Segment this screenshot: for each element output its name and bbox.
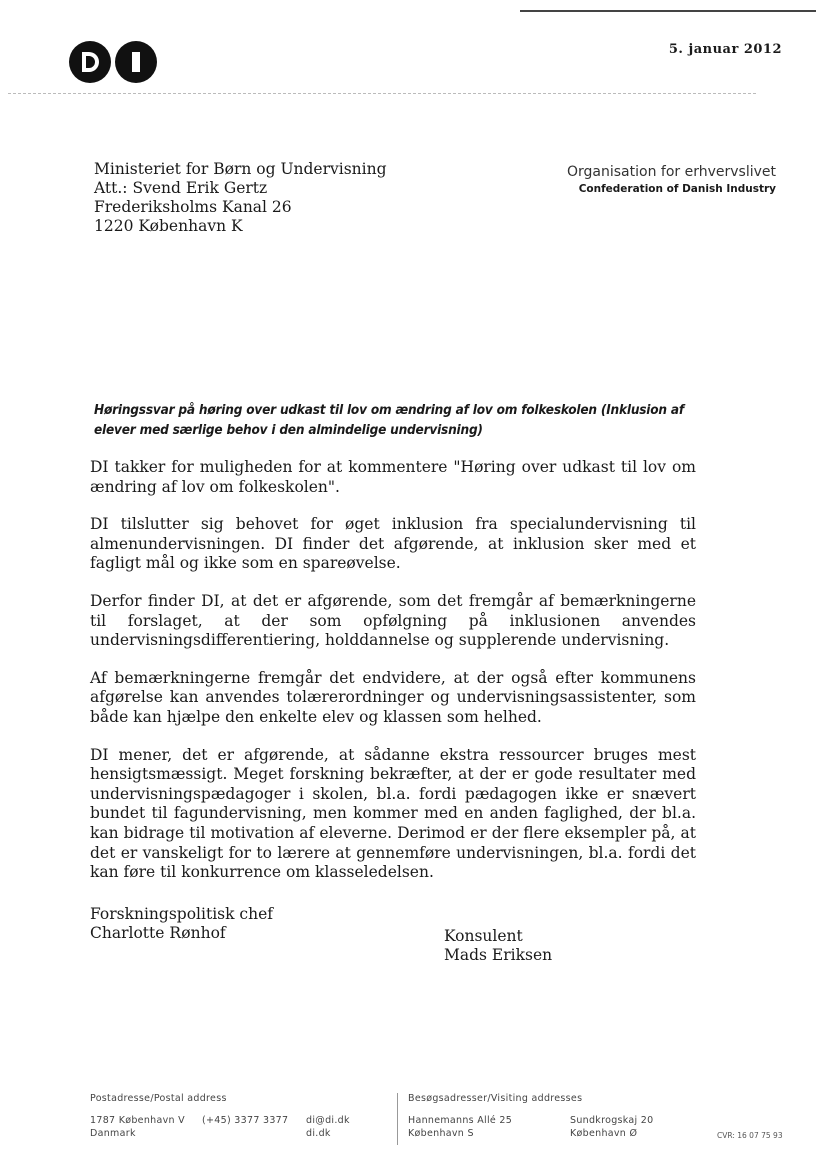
footer-visit-line: København S — [408, 1128, 474, 1139]
letter-date: 5. januar 2012 — [668, 42, 782, 57]
signature-left — [90, 905, 273, 943]
recipient-line: Frederiksholms Kanal 26 — [94, 198, 292, 216]
signature-title: Forskningspolitisk chef — [90, 905, 273, 923]
top-rule — [520, 10, 816, 12]
body-paragraph: Af bemærkningerne fremgår det endvidere, at der også efter kommunens afgørelse kan anvendes tolærerordninger og undervisningsassistenter, som både kan hjælpe den enkelte elev og klassen som helhed. — [90, 668, 696, 726]
organisation-tagline — [560, 164, 776, 195]
footer-email: di@di.dk — [306, 1115, 350, 1126]
signature-name: Charlotte Rønhof — [90, 924, 226, 942]
recipient-line: Att.: Svend Erik Gertz — [94, 179, 268, 197]
signature-right — [444, 927, 552, 965]
organisation-english: Confederation of Danish Industry — [578, 183, 776, 195]
signature-title: Konsulent — [444, 927, 523, 945]
footer-postal-line: 1787 København V — [90, 1115, 185, 1126]
letter-subject: Høringssvar på høring over udkast til lov om ændring af lov om folkeskolen (Inklusion af elever med særlige behov i den almindelige undervisning) — [94, 402, 684, 438]
footer-divider — [397, 1093, 398, 1145]
recipient-line: Ministeriet for Børn og Undervisning — [94, 160, 387, 178]
organisation-danish: Organisation for erhvervslivet — [567, 164, 776, 180]
footer-cvr: CVR: 16 07 75 93 — [717, 1131, 783, 1140]
di-logo — [68, 40, 160, 84]
footer-postal-heading: Postadresse/Postal address — [90, 1093, 227, 1104]
letter-body — [90, 458, 696, 901]
footer-visit-line: Sundkrogskaj 20 — [570, 1115, 654, 1126]
footer-web: di.dk — [306, 1128, 331, 1139]
footer-visiting-heading: Besøgsadresser/Visiting addresses — [408, 1093, 583, 1104]
signature-name: Mads Eriksen — [444, 946, 553, 964]
body-paragraph: Derfor finder DI, at det er afgørende, som det fremgår af bemærkningerne til forslaget, at der som opfølgning på inklusionen anvendes undervisningsdifferentiering, holddannelse og supplerende undervisning. — [90, 591, 696, 650]
footer-phone: (+45) 3377 3377 — [202, 1115, 289, 1126]
body-paragraph: DI takker for muligheden for at kommentere "Høring over udkast til lov om ændring af lov om folkeskolen". — [90, 458, 696, 496]
footer-visit-line: København Ø — [570, 1128, 638, 1139]
recipient-address — [94, 160, 387, 236]
footer-postal-line: Danmark — [90, 1128, 136, 1139]
footer-visit-line: Hannemanns Allé 25 — [408, 1115, 513, 1126]
header-divider — [8, 93, 756, 94]
body-paragraph: DI tilslutter sig behovet for øget inklusion fra specialundervisning til almenundervisningen. DI finder det afgørende, at inklusion sker med et fagligt mål og ikke som en spareøvelse. — [90, 515, 696, 573]
body-paragraph: DI mener, det er afgørende, at sådanne ekstra ressourcer bruges mest hensigtsmæssigt. Meget forskning bekræfter, at der er gode resultater med undervisningspædagoger i skolen, bl.a. fordi pædagogen ikke er snævert bundet til fagundervisning, men kommer med en anden faglighed, der bl.a. kan bidrage til motivation af eleverne. Derimod er der flere eksempler på, at det er vanskeligt for to lærere at gennemføre undervisningen, bl.a. fordi det kan føre til konkurrence om klasseledelsen. — [90, 745, 696, 882]
recipient-line: 1220 København K — [94, 217, 243, 235]
